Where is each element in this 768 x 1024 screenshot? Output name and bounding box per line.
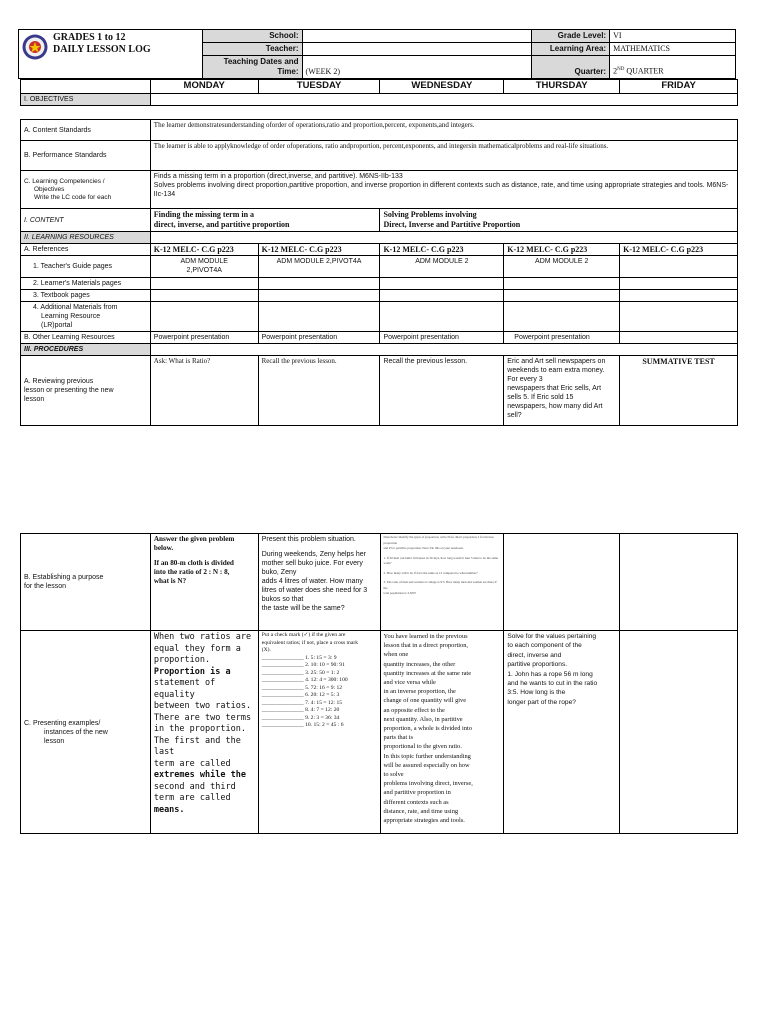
presenting-label-3: lesson	[44, 737, 65, 745]
reviewing-thursday-1: Eric and Art sell newspapers on	[507, 358, 606, 365]
presenting-mon-3: proportion.	[153, 655, 211, 665]
presenting-wed-10: next quantity. Also, in partitive	[383, 715, 463, 723]
day-thursday: THURSDAY	[504, 80, 620, 94]
school-value	[302, 30, 532, 43]
competency-1: Finds a missing term in a proportion (direct,inverse, and partitive). M6NS-IIb-133	[153, 173, 403, 180]
presenting-mon-13: term are called	[153, 793, 231, 803]
purpose-mon-5: into the ratio of 2 : N : 8,	[153, 568, 230, 576]
textbook-label: 3. Textbook pages	[21, 290, 151, 302]
content-standards-text: The learner demonstratesunderstanding oforder of operations,ratio and proportion,percent, exponents,and integers.	[150, 120, 737, 141]
presenting-wed-7: in an inverse proportion, the	[383, 688, 456, 696]
resources-label: II. LEARNING RESOURCES	[21, 232, 151, 244]
reviewing-monday: Ask: What is Ratio?	[150, 356, 258, 426]
presenting-wed-17: problems involving direct, inverse,	[383, 780, 473, 788]
competencies-label-2: Objectives	[34, 185, 65, 193]
teacher-label: Teacher:	[202, 43, 302, 56]
additional-label-2: Learning Resource	[41, 313, 101, 320]
title-line-2: DAILY LESSON LOG	[53, 44, 151, 55]
purpose-wed-1: Directions: Identify the types of proportion, write D for direct proportion, I for inverse proportion	[383, 535, 494, 545]
presenting-tue-item-6: _______________ 6. 20: 12 = 5: 3	[261, 692, 340, 698]
presenting-tue-item-7: _______________ 7. 4: 15 = 12: 15	[261, 699, 343, 706]
purpose-tue-7: litres of water does she need for 3	[261, 587, 368, 594]
presenting-label-2: instances of the new	[44, 728, 108, 736]
learning-area-value: MATHEMATICS	[610, 43, 736, 56]
tg-monday-1: ADM MODULE	[180, 258, 228, 265]
learning-area-label: Learning Area:	[532, 43, 610, 56]
other-res-friday	[620, 332, 738, 344]
dates-label-1: Teaching Dates and	[223, 57, 299, 66]
reviewing-thursday-4: newspapers that Eric sells, Art	[507, 385, 602, 392]
reviewing-label-3: lesson	[24, 396, 45, 403]
presenting-tue-intro-1: Put a check mark (✓) if the given are	[261, 632, 346, 638]
presenting-tue-item-3: _______________ 3. 25: 50 = 1: 2	[261, 669, 340, 676]
purpose-tue-5: buko, Zeny	[261, 569, 297, 576]
purpose-tue-3: During weekends, Zeny helps her	[261, 551, 366, 558]
presenting-wed-2: lesson that in a direct proportion,	[383, 642, 469, 650]
purpose-wed-5: work?	[383, 561, 392, 565]
presenting-wed-6: and vice versa while	[383, 679, 436, 687]
tg-monday-2: 2,PIVOT4A	[186, 267, 222, 274]
additional-label-1: 4. Additional Materials from	[33, 304, 118, 311]
purpose-wed-7: 2. How many will it be if 24 is the same as 12 compared to what number?	[383, 570, 478, 575]
purpose-wed-4: 1. If 20 men can build 10 houses in 30 days, how long would it take 5 men to do the same	[383, 555, 499, 560]
day-monday: MONDAY	[150, 80, 258, 94]
performance-standards-label: B. Performance Standards	[21, 141, 151, 171]
quarter-value: 2ND QUARTER	[610, 56, 736, 79]
presenting-mon-2: equal they form a	[153, 643, 241, 654]
school-label: School:	[202, 30, 302, 43]
presenting-mon-11: extremes while the	[153, 770, 246, 780]
presenting-tue-item-9: _______________ 9. 2: 3 = 36: 34	[261, 714, 340, 721]
purpose-tue-9: the taste will be the same?	[261, 605, 345, 612]
dates-value: (WEEK 2)	[302, 56, 532, 79]
competency-2: Solves problems involving direct proportion,partitive proportion, and inverse proportion in different contexts such as distance, rate, and time using appropriate strategies and tools. M6NS-IIc-134	[153, 182, 729, 198]
presenting-tue-item-4: _______________ 4. 12: 4 = 300: 100	[261, 677, 348, 683]
purpose-tue-4: mother sell buko juice. For every	[261, 560, 363, 567]
reviewing-friday: SUMMATIVE TEST	[620, 356, 738, 426]
presenting-wed-11: proportion, a whole is divided into	[383, 725, 472, 733]
other-res-tuesday: Powerpoint presentation	[258, 332, 380, 344]
reviewing-thursday-7: sell?	[507, 412, 522, 419]
purpose-label-1: B. Establishing a purpose	[24, 574, 104, 581]
header-table	[18, 29, 736, 79]
ref-monday: K-12 MELC- C.G p223	[150, 244, 258, 256]
presenting-wed-14: In this topic further understanding	[383, 752, 471, 760]
presenting-wed-8: change of one quantity will give	[383, 697, 467, 705]
presenting-mon-4: Proportion is a	[153, 666, 231, 677]
day-friday: FRIDAY	[620, 80, 738, 94]
reviewing-thursday-2: weekends to earn extra money.	[507, 367, 605, 374]
dates-label-2: Time:	[277, 67, 299, 76]
reviewing-wednesday: Recall the previous lesson.	[380, 356, 504, 426]
presenting-mon-12: second and third	[153, 781, 236, 792]
purpose-tue-1: Present this problem situation.	[261, 536, 356, 543]
additional-label-3: (LR)portal	[41, 322, 73, 329]
ref-thursday: K-12 MELC- C.G p223	[504, 244, 620, 256]
presenting-tue-item-1: _______________ 1. 5: 15 = 3: 9	[261, 654, 337, 661]
presenting-thu-3: direct, inverse and	[507, 651, 562, 659]
purpose-mon-1: Answer the given problem	[153, 535, 235, 543]
presenting-tue-item-5: _______________ 5. 72: 16 = 9: 12	[261, 684, 343, 691]
presenting-tue-intro-3: (X).	[261, 647, 271, 653]
reviewing-label-2: lesson or presenting the new	[24, 387, 114, 394]
teacher-value	[302, 43, 532, 56]
ref-tuesday: K-12 MELC- C.G p223	[258, 244, 380, 256]
presenting-wed-19: different contexts such as	[383, 798, 449, 806]
purpose-wed-9: 3. The ratio of men and women at college is 9:5. How many men and women are there if the	[383, 580, 497, 590]
presenting-thu-8: longer part of the rope?	[507, 698, 576, 706]
purpose-tue-6: adds 4 litres of water. How many	[261, 578, 363, 585]
presenting-wed-20: distance, rate, and time using	[383, 807, 459, 815]
quarter-label: Quarter:	[532, 56, 610, 79]
day-wednesday: WEDNESDAY	[380, 80, 504, 94]
presenting-thu-1: Solve for the values pertaining	[507, 633, 597, 640]
purpose-wed-10: total population is 3,500?	[383, 591, 416, 595]
presenting-tue-item-10: _______________ 10. 15: 2 = 45 : 6	[261, 722, 344, 728]
presenting-wed-9: an opposite effect to the	[383, 706, 445, 714]
purpose-label-2: for the lesson	[24, 583, 67, 590]
purpose-tue-8: bukos so that	[261, 596, 304, 603]
performance-standards-text: The learner is able to applyknowledge of order ofoperations, ratio andproportion, percent,exponents, and integersin mathematicalproblems and real-life situations.	[150, 141, 737, 171]
presenting-wed-12: parts that is	[383, 734, 414, 742]
purpose-mon-2: below.	[153, 544, 174, 552]
presenting-wed-1: You have learned in the previous	[383, 633, 468, 640]
purpose-wed-2: and P for partitive proportion. Note: Do this on your notebook.	[383, 546, 464, 550]
presenting-wed-5: quantity increases at the same rate	[383, 669, 472, 677]
presenting-wed-13: proportional to the given ratio.	[383, 743, 462, 751]
presenting-mon-5: statement of equality	[153, 678, 216, 700]
other-res-monday: Powerpoint presentation	[150, 332, 258, 344]
reviewing-thursday-6: newspapers, how many did Art	[507, 403, 603, 410]
other-resources-label: B. Other Learning Resources	[21, 332, 151, 344]
grade-level-label: Grade Level:	[532, 30, 610, 43]
ref-wednesday: K-12 MELC- C.G p223	[380, 244, 504, 256]
presenting-thu-6: and he wants to cut in the ratio	[507, 680, 598, 688]
tg-tuesday: ADM MODULE 2,PIVOT4A	[258, 256, 380, 278]
presenting-thu-7: 3:5. How long is the	[507, 689, 566, 697]
reviewing-thursday-5: sells 5. If Eric sold 15	[507, 394, 574, 401]
objectives-heading: I. OBJECTIVES	[21, 94, 151, 106]
content-label: I. CONTENT	[21, 209, 151, 232]
tg-thursday: ADM MODULE 2	[504, 256, 620, 278]
presenting-wed-15: will be assured especially on how	[383, 761, 470, 769]
teachers-guide-label: 1. Teacher's Guide pages	[21, 256, 151, 278]
content-wed-thu-2: Direct, Inverse and Partitive Proportion	[383, 220, 521, 229]
content-mon-tue-1: Finding the missing term in a	[153, 210, 255, 219]
competencies-label-3: Write the LC code for each	[34, 193, 112, 201]
presenting-wed-18: and partitive proportion in	[383, 789, 451, 797]
presenting-mon-10: term are called	[153, 758, 231, 769]
reviewing-label-1: A. Reviewing previous	[24, 378, 94, 385]
references-label: A. References	[21, 244, 151, 256]
presenting-tue-intro-2: equivalent ratios; if not, place a cross mark	[261, 639, 359, 646]
purpose-mon-6: what is N?	[153, 577, 187, 585]
ref-friday: K-12 MELC- C.G p223	[620, 244, 738, 256]
lesson-log-table-continued	[20, 533, 738, 834]
presenting-tue-item-2: _______________ 2. 10: 10 = 90: 91	[261, 662, 345, 668]
other-res-thursday: Powerpoint presentation	[504, 332, 620, 344]
day-tuesday: TUESDAY	[258, 80, 380, 94]
presenting-thu-5: 1. John has a rope 56 m long	[507, 670, 593, 678]
presenting-thu-2: to each component of the	[507, 642, 582, 650]
presenting-wed-16: to solve	[383, 771, 404, 779]
content-mon-tue-2: direct, inverse, and partitive proportion	[153, 220, 290, 229]
procedures-label: III. PROCEDURES	[21, 344, 151, 356]
tg-wednesday: ADM MODULE 2	[380, 256, 504, 278]
presenting-mon-14: means.	[153, 804, 185, 815]
title-line-1: GRADES 1 to 12	[53, 32, 126, 43]
presenting-mon-1: When two ratios are	[153, 632, 252, 642]
presenting-wed-3: when one	[383, 651, 409, 659]
presenting-label-1: C. Presenting examples/	[24, 719, 101, 727]
presenting-mon-9: The first and the last	[153, 735, 241, 757]
presenting-tue-item-8: _______________ 8. 4: 7 = 12: 20	[261, 707, 340, 713]
presenting-wed-4: quantity increases, the other	[383, 660, 456, 668]
grade-level-value: VI	[610, 30, 736, 43]
tg-friday	[620, 256, 738, 278]
content-standards-label: A. Content Standards	[21, 120, 151, 141]
reviewing-tuesday: Recall the previous lesson.	[258, 356, 380, 426]
presenting-thu-4: partitive proportions.	[507, 661, 568, 669]
presenting-mon-7: There are two terms	[153, 712, 252, 723]
presenting-wed-21: appropriate strategies and tools.	[383, 817, 465, 825]
competencies-label-1: C. Learning Competencies /	[24, 177, 105, 185]
purpose-mon-4: If an 80-m cloth is divided	[153, 559, 234, 567]
lesson-log-table	[20, 79, 738, 426]
presenting-mon-8: in the proportion.	[153, 724, 246, 734]
reviewing-thursday-3: For every 3	[507, 376, 543, 383]
other-res-wednesday: Powerpoint presentation	[380, 332, 504, 344]
learners-materials-label: 2. Learner's Materials pages	[21, 278, 151, 290]
presenting-mon-6: between two ratios.	[153, 701, 252, 711]
content-wed-thu-1: Solving Problems involving	[383, 210, 477, 219]
